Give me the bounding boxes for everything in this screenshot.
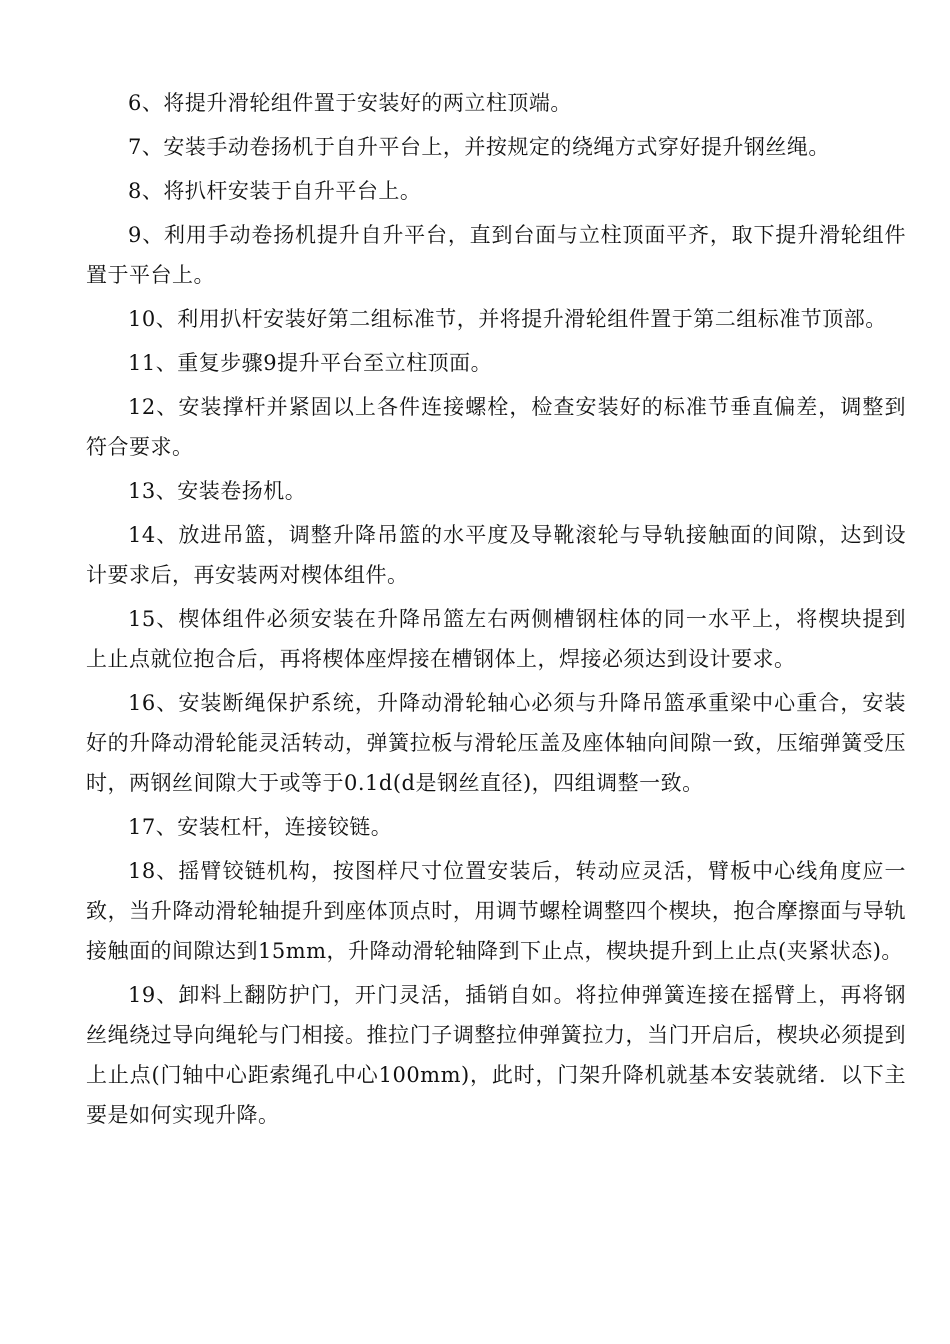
step-7-paragraph: 7、安装手动卷扬机于自升平台上，并按规定的绕绳方式穿好提升钢丝绳。 [128, 135, 830, 159]
document-body [86, 83, 906, 1139]
step-18-paragraph: 18、摇臂铰链机构，按图样尺寸位置安装后，转动应灵活，臂板中心线角度应一致，当升降动滑轮轴提升到座体顶点时，用调节螺栓调整四个楔块，抱合摩擦面与导轨接触面的间隙达到15mm，升降动滑轮轴降到下止点，楔块提升到上止点(夹紧状态)。 [86, 859, 906, 963]
step-10-paragraph: 10、利用扒杆安装好第二组标准节，并将提升滑轮组件置于第二组标准节顶部。 [128, 307, 887, 331]
step-9-paragraph: 9、利用手动卷扬机提升自升平台，直到台面与立柱顶面平齐，取下提升滑轮组件置于平台上。 [86, 223, 906, 287]
step-14-paragraph: 14、放进吊篮，调整升降吊篮的水平度及导靴滚轮与导轨接触面的间隙，达到设计要求后，再安装两对楔体组件。 [86, 523, 906, 587]
step-15-paragraph: 15、楔体组件必须安装在升降吊篮左右两侧槽钢柱体的同一水平上，将楔块提到上止点就位抱合后，再将楔体座焊接在槽钢体上，焊接必须达到设计要求。 [86, 607, 906, 671]
step-11-paragraph: 11、重复步骤9提升平台至立柱顶面。 [128, 351, 493, 375]
step-8-paragraph: 8、将扒杆安装于自升平台上。 [128, 179, 422, 203]
step-16-paragraph: 16、安装断绳保护系统，升降动滑轮轴心必须与升降吊篮承重梁中心重合，安装好的升降动滑轮能灵活转动，弹簧拉板与滑轮压盖及座体轴向间隙一致，压缩弹簧受压时，两钢丝间隙大于或等于0.1d(d是钢丝直径)，四组调整一致。 [86, 691, 906, 795]
step-17-paragraph: 17、安装杠杆，连接铰链。 [128, 815, 393, 839]
step-13-paragraph: 13、安装卷扬机。 [128, 479, 307, 503]
step-19-paragraph: 19、卸料上翻防护门，开门灵活，插销自如。将拉伸弹簧连接在摇臂上，再将钢丝绳绕过导向绳轮与门相接。推拉门子调整拉伸弹簧拉力，当门开启后，楔块必须提到上止点(门轴中心距索绳孔中心100mm)，此时，门架升降机就基本安装就绪．以下主要是如何实现升降。 [86, 983, 906, 1127]
step-6-paragraph: 6、将提升滑轮组件置于安装好的两立柱顶端。 [128, 91, 572, 115]
step-12-paragraph: 12、安装撑杆并紧固以上各件连接螺栓，检查安装好的标准节垂直偏差，调整到符合要求。 [86, 395, 906, 459]
